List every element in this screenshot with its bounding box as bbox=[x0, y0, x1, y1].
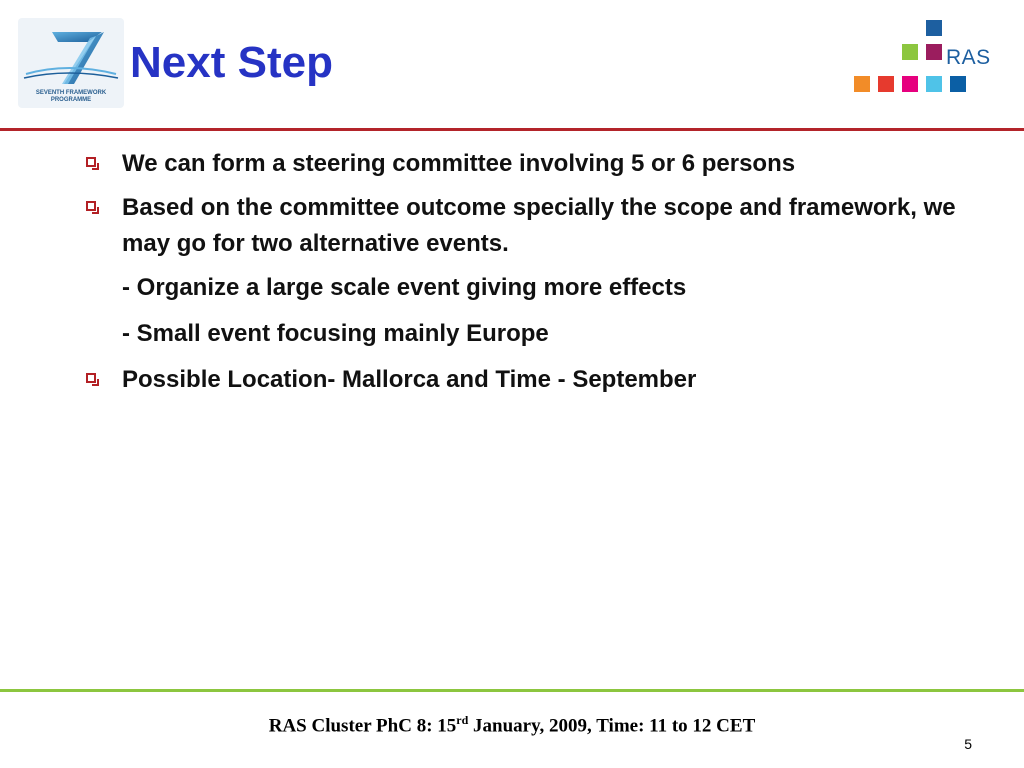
bullet-item bbox=[84, 362, 964, 398]
ras-logo bbox=[850, 18, 1000, 98]
ras-logo-text: RAS bbox=[946, 46, 991, 69]
ras-square bbox=[854, 76, 870, 92]
slide-title: Next Step bbox=[130, 38, 333, 87]
bullet-item bbox=[84, 190, 964, 262]
footer-prefix: RAS Cluster PhC 8: 15 bbox=[268, 715, 457, 737]
fp7-caption bbox=[18, 90, 124, 104]
footer-suffix: January, 2009, Time: 11 to 12 CET bbox=[468, 715, 756, 737]
square-bullet-icon bbox=[86, 373, 96, 383]
bullet-text: Based on the committee outcome specially the scope and framework, we may go for two alternative events. bbox=[122, 194, 956, 257]
bullet-text: We can form a steering committee involving 5 or 6 persons bbox=[122, 150, 796, 177]
sub-item: - Small event focusing mainly Europe bbox=[122, 320, 549, 347]
page-number: 5 bbox=[964, 736, 972, 752]
ras-square bbox=[902, 76, 918, 92]
fp7-seven-icon bbox=[18, 18, 124, 90]
fp7-caption-line1: SEVENTH FRAMEWORK bbox=[35, 90, 107, 96]
footer-text bbox=[0, 713, 1024, 737]
ras-square bbox=[926, 44, 942, 60]
fp7-caption-line2: PROGRAMME bbox=[50, 97, 92, 103]
ras-square bbox=[926, 20, 942, 36]
header-divider bbox=[0, 128, 1024, 131]
square-bullet-icon bbox=[86, 201, 96, 211]
square-bullet-icon bbox=[86, 157, 96, 167]
footer-superscript: rd bbox=[456, 713, 469, 727]
sub-item: - Organize a large scale event giving more effects bbox=[122, 274, 687, 301]
ras-square bbox=[950, 76, 966, 92]
ras-square bbox=[878, 76, 894, 92]
bullet-item bbox=[84, 146, 964, 182]
ras-square bbox=[902, 44, 918, 60]
footer-divider bbox=[0, 689, 1024, 692]
bullet-text: Possible Location- Mallorca and Time - September bbox=[122, 366, 697, 393]
fp7-logo bbox=[18, 18, 124, 108]
slide-body bbox=[84, 146, 964, 406]
ras-square bbox=[926, 76, 942, 92]
